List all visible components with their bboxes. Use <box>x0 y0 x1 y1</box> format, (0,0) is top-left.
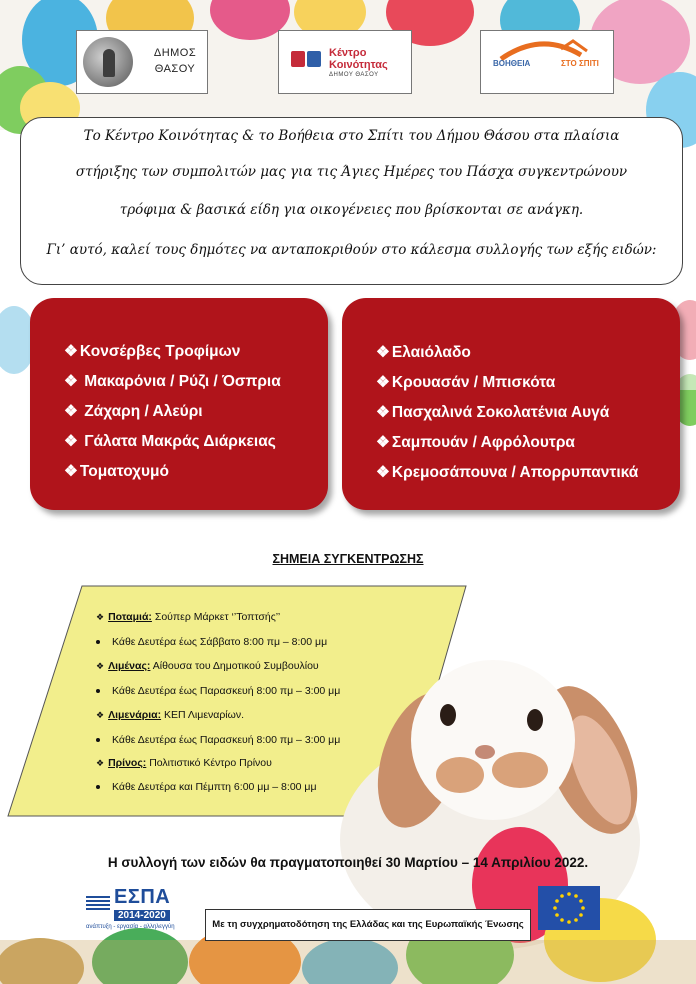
intro-line: στήριξης των συμπολιτών μας για τις Άγιες Ημέρες του Πάσχα συγκεντρώνουν <box>75 164 628 180</box>
dimos-thasou-logo <box>76 30 208 94</box>
collection-point-hours: Κάθε Δευτέρα έως Σάββατο 8:00 πμ – 8:00 μμ <box>96 636 327 648</box>
diamond-bullet-icon: ❖ <box>376 434 390 451</box>
collection-point-hours: Κάθε Δευτέρα έως Παρασκευή 8:00 πμ – 3:00 μμ <box>96 734 340 746</box>
items-list-right <box>342 298 680 510</box>
dimos-logo-line2: ΘΑΣΟΥ <box>154 63 196 75</box>
diamond-bullet-icon: ❖ <box>96 661 105 671</box>
diamond-bullet-icon: ❖ <box>64 373 78 390</box>
diamond-bullet-icon: ❖ <box>376 344 390 361</box>
dimos-logo-line1: ΔΗΜΟΣ <box>153 47 197 59</box>
diamond-bullet-icon: ❖ <box>64 463 78 480</box>
diamond-bullet-icon: ❖ <box>96 710 105 720</box>
kentro-koinotitas-logo <box>278 30 412 94</box>
list-item: ❖ Γάλατα Μακράς Διάρκειας <box>64 433 276 450</box>
list-item: ❖ Σαμπουάν / Αφρόλουτρα <box>376 434 575 451</box>
diamond-bullet-icon: ❖ <box>64 433 78 450</box>
collection-dates-text: Η συλλογή των ειδών θα πραγματοποιηθεί 30 Μαρτίου – 14 Απριλίου 2022. <box>107 855 589 870</box>
kentro-logo-line2: Κοινότητας <box>329 59 388 71</box>
list-item: ❖ Πασχαλινά Σοκολατένια Αυγά <box>376 404 610 421</box>
espa-logo-tagline: ανάπτυξη - εργασία - αλληλεγγύη <box>86 924 175 930</box>
people-icon <box>291 51 323 72</box>
collection-points-title: ΣΗΜΕΙΑ ΣΥΓΚΕΝΤΡΩΣΗΣ <box>272 552 424 566</box>
diamond-bullet-icon: ❖ <box>64 403 78 420</box>
greek-flag-icon <box>86 896 110 912</box>
kentro-logo-line3: ΔΗΜΟΥ ΘΑΣΟΥ <box>329 72 379 78</box>
items-list-left <box>30 298 328 510</box>
intro-line: Το Κέντρο Κοινότητας & το Βοήθεια στο Σπίτι του Δήμου Θάσου στα πλαίσια <box>83 128 620 144</box>
intro-line: Γι’ αυτό, καλεί τους δημότες να ανταποκριθούν στο κάλεσμα συλλογής των εξής ειδών: <box>46 242 657 258</box>
voitheia-logo-right: ΣΤΟ ΣΠΙΤΙ <box>561 59 599 68</box>
dot-bullet-icon <box>96 640 100 644</box>
diamond-bullet-icon: ❖ <box>376 464 390 481</box>
dot-bullet-icon <box>96 785 100 789</box>
list-item: ❖ Ελαιόλαδο <box>376 344 471 361</box>
intro-line: τρόφιμα & βασικά είδη για οικογένειες που βρίσκονται σε ανάγκη. <box>119 202 584 218</box>
espa-logo-name: ΕΣΠΑ <box>114 886 171 908</box>
list-item: ❖ Κρεμοσάπουνα / Απορρυπαντικά <box>376 464 639 481</box>
diamond-bullet-icon: ❖ <box>376 374 390 391</box>
diamond-bullet-icon: ❖ <box>64 343 78 360</box>
coin-icon <box>83 37 133 87</box>
intro-text-box <box>20 117 683 285</box>
collection-point-hours: Κάθε Δευτέρα και Πέμπτη 6:00 μμ – 8:00 μμ <box>96 781 317 793</box>
diamond-bullet-icon: ❖ <box>376 404 390 421</box>
voitheia-logo-left: ΒΟΗΘΕΙΑ <box>493 59 531 68</box>
collection-point-place: ❖ Λιμένας: Αίθουσα του Δημοτικού Συμβουλίου <box>96 660 319 672</box>
voitheia-sto-spiti-logo <box>480 30 614 94</box>
list-item: ❖ Μακαρόνια / Ρύζι / Όσπρια <box>64 373 281 390</box>
diamond-bullet-icon: ❖ <box>96 758 105 768</box>
list-item: ❖ Τοματοχυμό <box>64 463 169 480</box>
espa-logo <box>86 886 196 936</box>
list-item: ❖ Κονσέρβες Τροφίμων <box>64 343 241 360</box>
list-item: ❖ Ζάχαρη / Αλεύρι <box>64 403 203 420</box>
list-item: ❖ Κρουασάν / Μπισκότα <box>376 374 556 391</box>
espa-logo-years: 2014-2020 <box>114 910 170 921</box>
kentro-logo-line1: Κέντρο <box>329 47 367 59</box>
collection-point-hours: Κάθε Δευτέρα έως Παρασκευή 8:00 πμ – 3:00 μμ <box>96 685 340 697</box>
collection-point-place: ❖ Λιμενάρια: ΚΕΠ Λιμεναρίων. <box>96 709 244 721</box>
dot-bullet-icon <box>96 689 100 693</box>
cofunding-notice: Με τη συγχρηματοδότηση της Ελλάδας και της Ευρωπαϊκής Ένωσης <box>205 909 531 941</box>
collection-point-place: ❖ Ποταμιά: Σούπερ Μάρκετ ‘’Τοπτσής’’ <box>96 611 281 623</box>
diamond-bullet-icon: ❖ <box>96 612 105 622</box>
dot-bullet-icon <box>96 738 100 742</box>
collection-point-place: ❖ Πρίνος: Πολιτιστικό Κέντρο Πρίνου <box>96 757 272 769</box>
eu-flag-icon <box>538 886 600 930</box>
